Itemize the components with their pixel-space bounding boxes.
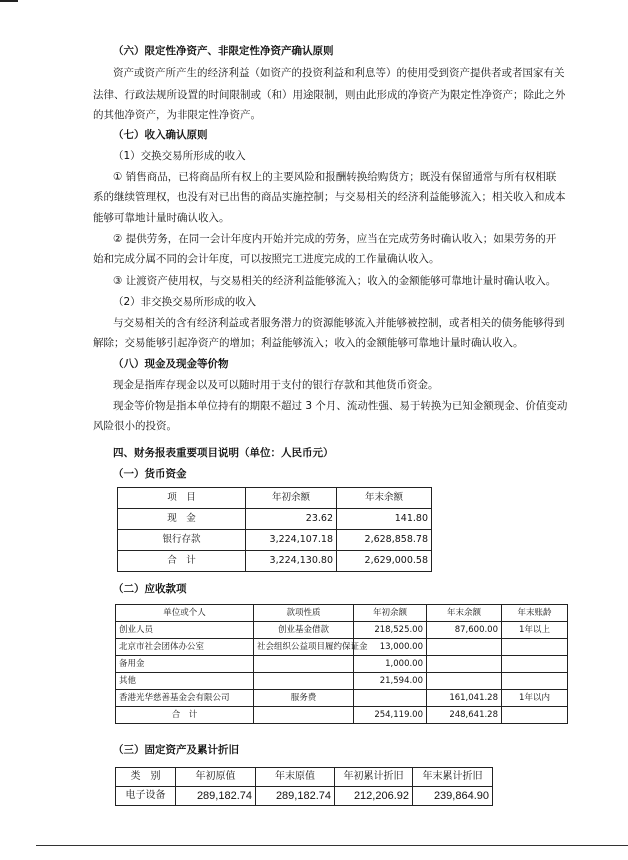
header-category: 类 别	[116, 768, 176, 787]
table-header-row	[116, 768, 493, 787]
table-row	[116, 673, 568, 690]
fixed-assets-heading: （三）固定资产及累计折旧	[113, 744, 239, 756]
header-opening: 年初余额	[354, 605, 427, 622]
table-row	[116, 787, 493, 806]
closing-value: 141.80	[337, 509, 432, 530]
row-label: 现 金	[118, 509, 246, 530]
aging	[502, 707, 568, 724]
header-item: 项 目	[118, 488, 246, 509]
table-row	[116, 622, 568, 639]
entity: 创业人员	[116, 622, 254, 639]
entity: 北京市社会团体办公室	[116, 639, 254, 656]
header-closing-cost: 年末原值	[256, 768, 335, 787]
section-7-p1-line-1: ① 销售商品，已将商品所有权上的主要风险和报酬转换给购货方；既没有保留通常与所有权相联	[113, 171, 557, 183]
footer-rule	[36, 845, 628, 846]
closing-cost: 289,182.74	[256, 787, 335, 806]
header-opening-cost: 年初原值	[176, 768, 256, 787]
opening-value: 1,000.00	[354, 656, 427, 673]
section-7-p4-line-2: 解除；交易能够引起净资产的增加；利益能够流入；收入的金额能够可靠地计量时确认收入。	[93, 337, 524, 349]
cash-table	[117, 487, 432, 572]
header-opening: 年初余额	[246, 488, 337, 509]
table-header-row	[118, 488, 432, 509]
entity: 备用金	[116, 656, 254, 673]
opening-depreciation: 212,206.92	[335, 787, 413, 806]
opening-value: 21,594.00	[354, 673, 427, 690]
nature	[254, 656, 354, 673]
table-row	[116, 690, 568, 707]
closing-value	[427, 639, 502, 656]
section-7-p2-line-1: ② 提供劳务，在同一会计年度内开始并完成的劳务，应当在完成劳务时确认收入；如果劳务的开	[113, 233, 557, 245]
opening-cost: 289,182.74	[176, 787, 256, 806]
header-closing: 年末余额	[427, 605, 502, 622]
section-8-heading: （八）现金及现金等价物	[113, 358, 229, 370]
row-label: 银行存款	[118, 530, 246, 551]
row-label: 合 计	[118, 551, 246, 572]
section-8-p1: 现金是指库存现金以及可以随时用于支付的银行存款和其他货币资金。	[113, 379, 439, 391]
table-row	[116, 639, 568, 656]
nature	[254, 673, 354, 690]
section-7-p4-line-1: 与交易相关的含有经济利益或者服务潜力的资源能够流入并能够被控制，或者相关的债务能够得到	[113, 317, 565, 329]
section-8-p2-line-1: 现金等价物是指本单位持有的期限不超过 3 个月、流动性强、易于转换为已知金额现金、价值变动	[113, 400, 568, 412]
section-6-line-2: 法律、行政法规所设置的时间限制或（和）用途限制，则由此形成的净资产为限定性净资产；除此之外	[93, 89, 566, 101]
receivables-heading: （二）应收款项	[113, 583, 187, 595]
header-closing: 年末余额	[337, 488, 432, 509]
closing-value: 248,641.28	[427, 707, 502, 724]
part-4-heading: 四、财务报表重要项目说明（单位：人民币元）	[113, 447, 334, 459]
section-7-p2-line-2: 始和完成分属不同的会计年度，可以按照完工进度完成的工作量确认收入。	[93, 253, 440, 265]
closing-value: 161,041.28	[427, 690, 502, 707]
section-7-p3: ③ 让渡资产使用权，与交易相关的经济利益能够流入；收入的金额能够可靠地计量时确认收入。	[113, 275, 557, 287]
section-8-p2-line-2: 风险很小的投资。	[93, 420, 177, 432]
table-row	[116, 656, 568, 673]
table-header-row	[116, 605, 568, 622]
table-total-row	[116, 707, 568, 724]
aging	[502, 673, 568, 690]
aging	[502, 656, 568, 673]
table-row	[118, 509, 432, 530]
opening-value: 13,000.00	[354, 639, 427, 656]
category: 电子设备	[116, 787, 176, 806]
section-6-line-3: 的其他净资产，为非限定性净资产。	[93, 109, 261, 121]
section-7-p1-line-3: 能够可靠地计量时确认收入。	[93, 212, 230, 224]
section-7-sub-2: （2）非交换交易所形成的收入	[113, 296, 257, 308]
table-total-row	[118, 551, 432, 572]
nature: 服务费	[254, 690, 354, 707]
nature: 社会组织公益项目履约保证金	[254, 639, 354, 656]
section-6-line-1: 资产或资产所产生的经济利益（如资产的投资利益和利息等）的使用受到资产提供者或者国家有关	[113, 67, 565, 79]
header-aging: 年末账龄	[502, 605, 568, 622]
entity: 香港光华慈善基金会有限公司	[116, 690, 254, 707]
closing-value	[427, 656, 502, 673]
fixed-assets-table	[115, 767, 493, 806]
aging: 1年以内	[502, 690, 568, 707]
closing-value: 2,628,858.78	[337, 530, 432, 551]
section-7-sub-1: （1）交换交易所形成的收入	[113, 150, 246, 162]
entity: 其他	[116, 673, 254, 690]
aging	[502, 639, 568, 656]
header-entity: 单位或个人	[116, 605, 254, 622]
section-7-heading: （七）收入确认原则	[113, 129, 208, 141]
opening-value: 3,224,107.18	[246, 530, 337, 551]
opening-value: 218,525.00	[354, 622, 427, 639]
section-7-p1-line-2: 系的继续管理权，也没有对已出售的商品实施控制；与交易相关的经济利益能够流入；相关收入和成本	[93, 191, 566, 203]
opening-value: 23.62	[246, 509, 337, 530]
closing-depreciation: 239,864.90	[413, 787, 493, 806]
closing-value: 87,600.00	[427, 622, 502, 639]
receivables-table	[115, 604, 568, 724]
opening-value: 3,224,130.80	[246, 551, 337, 572]
section-6-heading: （六）限定性净资产、非限定性净资产确认原则	[113, 45, 334, 57]
opening-value	[354, 690, 427, 707]
aging: 1年以上	[502, 622, 568, 639]
header-closing-depreciation: 年末累计折旧	[413, 768, 493, 787]
header-opening-depreciation: 年初累计折旧	[335, 768, 413, 787]
closing-value: 2,629,000.58	[337, 551, 432, 572]
entity: 合 计	[116, 707, 254, 724]
closing-value	[427, 673, 502, 690]
opening-value: 254,119.00	[354, 707, 427, 724]
header-nature: 款项性质	[254, 605, 354, 622]
table-row	[118, 530, 432, 551]
cash-heading: （一）货币资金	[113, 468, 187, 480]
nature: 创业基金借款	[254, 622, 354, 639]
nature	[254, 707, 354, 724]
